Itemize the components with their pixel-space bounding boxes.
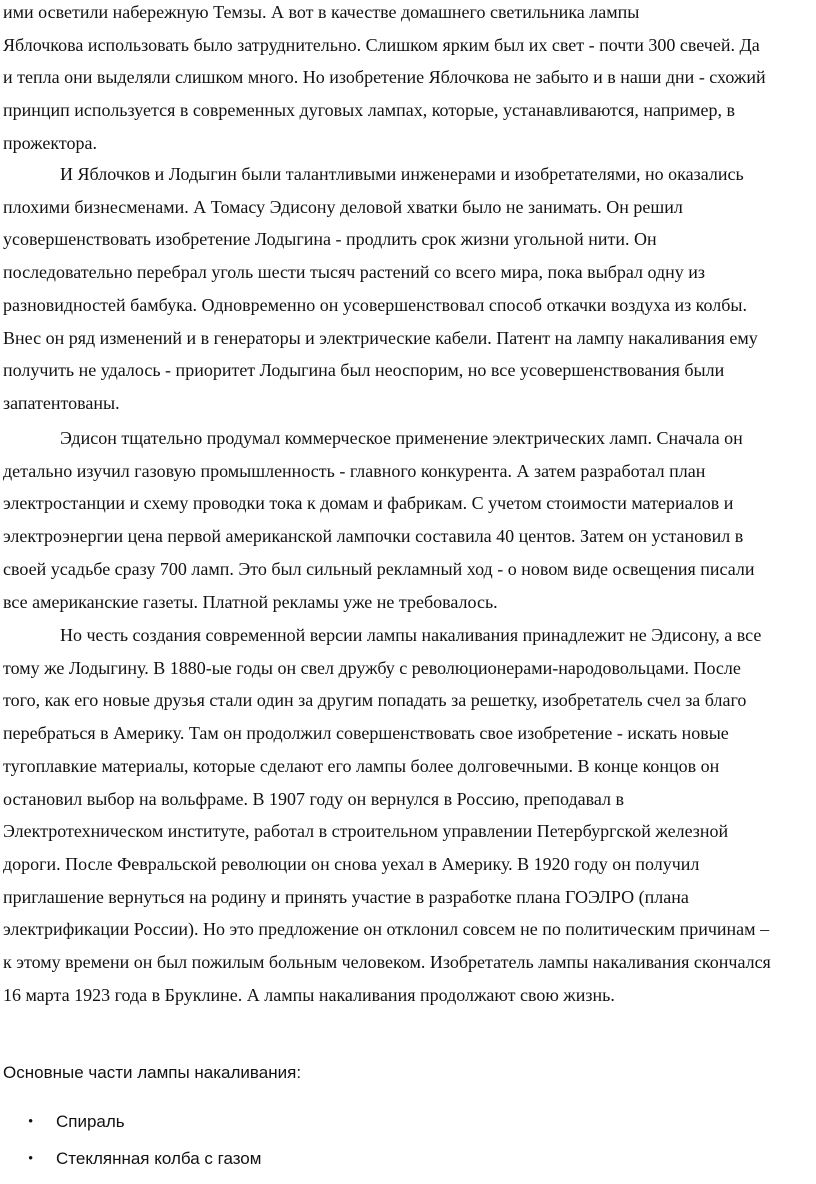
text-line: усовершенствовать изобретение Лодыгина - продлить срок жизни угольной нити. Он bbox=[3, 229, 657, 250]
paragraph-arc-lamps bbox=[3, 0, 815, 160]
list-item-label: Стеклянная колба с газом bbox=[56, 1149, 262, 1168]
text-line: приглашение вернуться на родину и принять участие в разработке плана ГОЭЛРО (плана bbox=[3, 886, 689, 907]
text-line: ими осветили набережную Темзы. А вот в качестве домашнего светильника лампы bbox=[3, 2, 640, 22]
paragraph-edison-improvements bbox=[3, 158, 815, 420]
text-line: разновидностей бамбука. Одновременно он усовершенствовал способ откачки воздуха из колбы. bbox=[3, 294, 748, 315]
text-line: И Яблочков и Лодыгин были талантливыми инженерами и изобретателями, но оказались bbox=[60, 164, 744, 184]
text-line: принцип используется в современных дуговых лампах, которые, устанавливаются, например, в bbox=[3, 100, 735, 121]
paragraph-lodygin-tungsten bbox=[3, 619, 815, 1011]
text-line: Электротехническом институте, работал в строительном управлении Петербургской железной bbox=[3, 821, 729, 842]
text-line: того, как его новые друзья стали один за другим попадать за решетку, изобретатель счел за благо bbox=[3, 690, 747, 711]
bullet-icon: • bbox=[28, 1151, 34, 1167]
parts-heading: Основные части лампы накаливания: bbox=[3, 1063, 302, 1082]
text-line: своей усадьбе сразу 700 ламп. Это был сильный рекламный ход - о новом виде освещения писали bbox=[3, 558, 755, 579]
text-line: запатентованы. bbox=[3, 392, 120, 413]
text-line: остановил выбор на вольфраме. В 1907 году он вернулся в Россию, преподавал в bbox=[3, 788, 625, 809]
text-line: детально изучил газовую промышленность - главного конкурента. А затем разработал план bbox=[3, 460, 706, 481]
text-line: Эдисон тщательно продумал коммерческое применение электрических ламп. Сначала он bbox=[60, 428, 743, 448]
text-line: тугоплавкие материалы, которые сделают его лампы более долговечными. В конце концов он bbox=[3, 755, 720, 776]
text-line: Но честь создания современной версии лампы накаливания принадлежит не Эдисону, а все bbox=[60, 625, 762, 645]
text-line: плохими бизнесменами. А Томасу Эдисону деловой хватки было не занимать. Он решил bbox=[3, 196, 683, 217]
text-line: Яблочкова использовать было затруднительно. Слишком ярким был их свет - почти 300 свечей. Да bbox=[3, 34, 760, 55]
text-line: прожектора. bbox=[3, 132, 97, 153]
text-line: последовательно перебрал уголь шести тысяч растений со всего мира, пока выбрал одну из bbox=[3, 262, 706, 283]
text-line: Внес он ряд изменений и в генераторы и электрические кабели. Патент на лампу накаливания ему bbox=[3, 327, 758, 348]
text-line: электроэнергии цена первой американской лампочки составила 40 центов. Затем он установил в bbox=[3, 526, 744, 547]
text-line: электростанции и схему проводки тока к домам и фабрикам. С учетом стоимости материалов и bbox=[3, 493, 734, 514]
text-line: и тепла они выделяли слишком много. Но изобретение Яблочкова не забыто и в наши дни - схожий bbox=[3, 67, 766, 88]
text-line: дороги. После Февральской революции он снова уехал в Америку. В 1920 году он получил bbox=[3, 853, 700, 874]
text-line: перебраться в Америку. Там он продолжил совершенствовать свое изобретение - искать новые bbox=[3, 723, 729, 744]
text-line: тому же Лодыгину. В 1880-ые годы он свел дружбу с революционерами-народовольцами. После bbox=[3, 657, 741, 678]
paragraph-edison-commercial bbox=[3, 422, 815, 618]
text-line: 16 марта 1923 года в Бруклине. А лампы накаливания продолжают свою жизнь. bbox=[3, 984, 615, 1005]
text-line: к этому времени он был пожилым больным человеком. Изобретатель лампы накаливания скончался bbox=[3, 952, 771, 973]
text-line: получить не удалось - приоритет Лодыгина был неоспорим, но все усовершенствования были bbox=[3, 360, 725, 381]
text-line: все американские газеты. Платной рекламы уже не требовалось. bbox=[3, 591, 498, 612]
bullet-icon: • bbox=[28, 1114, 34, 1130]
list-item-label: Спираль bbox=[56, 1112, 125, 1131]
text-line: электрификации России). Но это предложение он отклонил совсем не по политическим причинам – bbox=[3, 919, 770, 940]
